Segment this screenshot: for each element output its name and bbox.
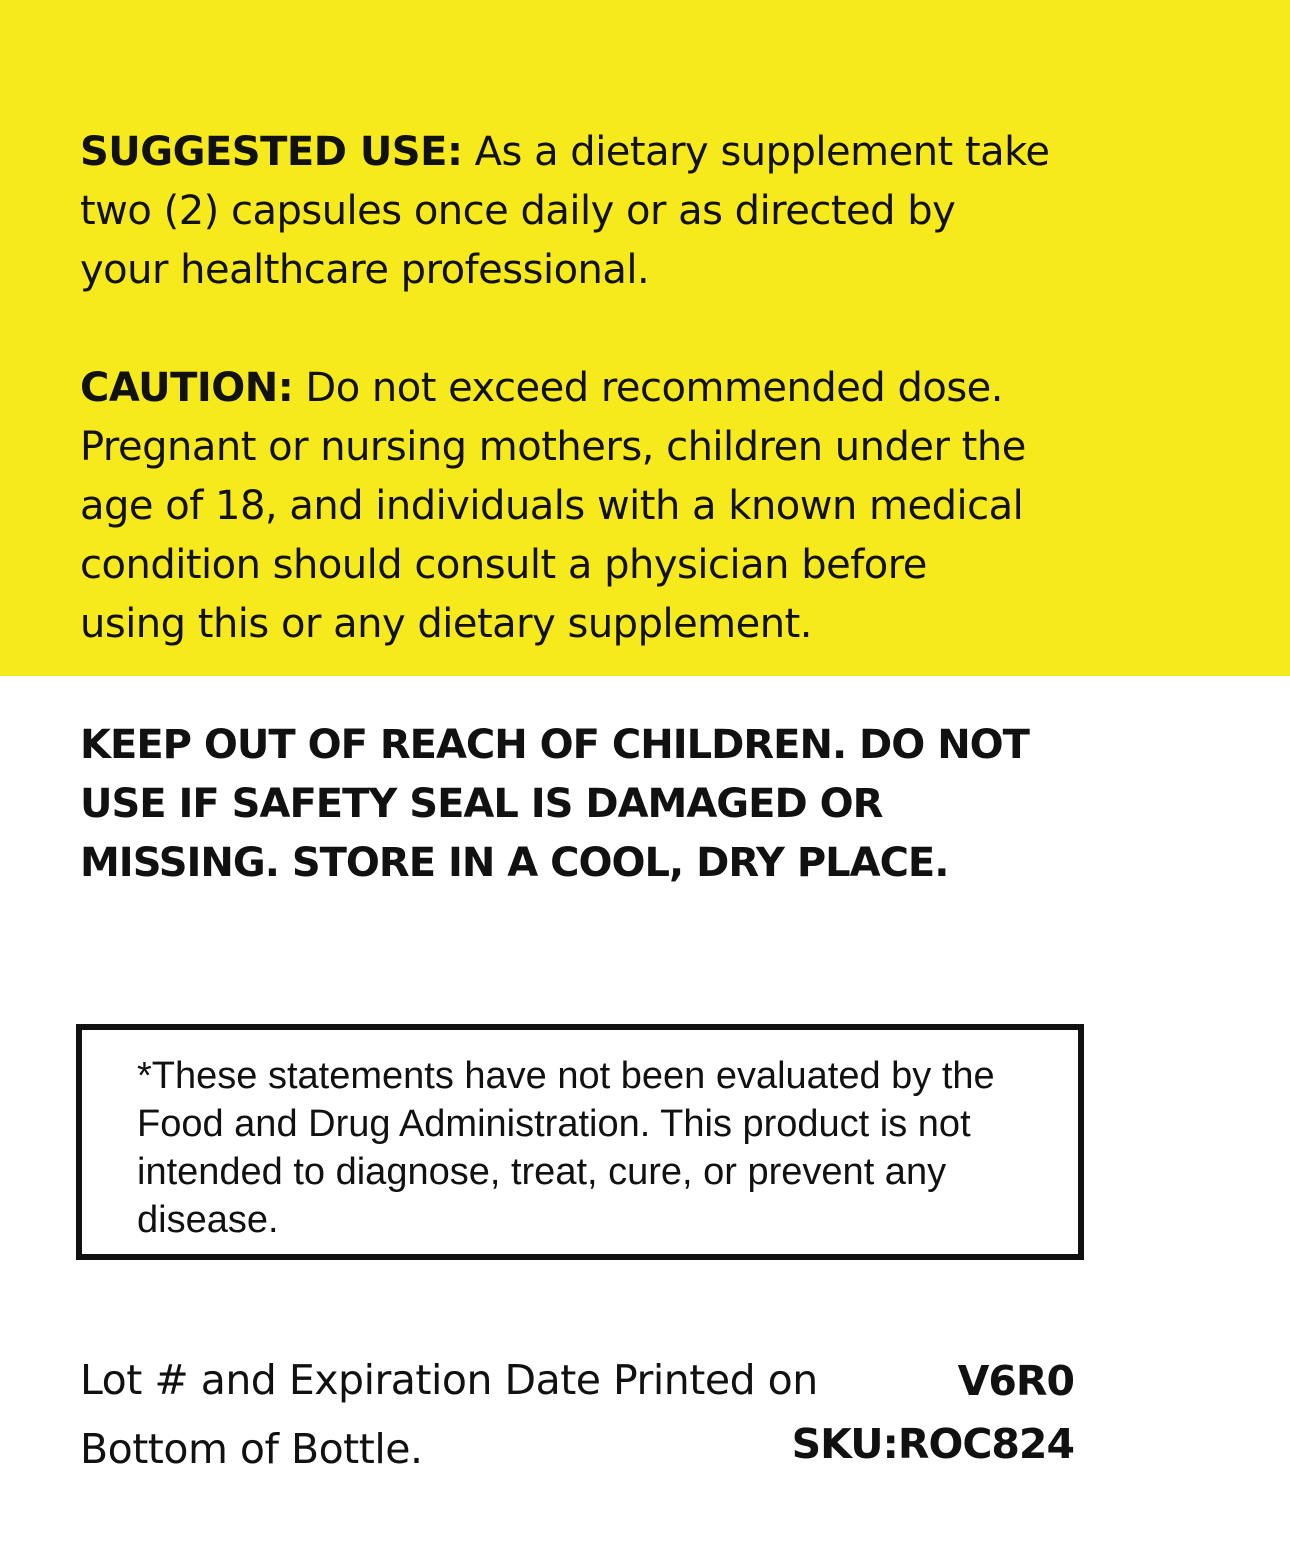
lot-expiration-note [80,1346,818,1484]
caution-line-1 [80,359,1026,418]
suggested-use-text-3: your healthcare professional. [80,247,650,293]
warning-line-1: KEEP OUT OF REACH OF CHILDREN. DO NOT [80,722,1029,768]
lot-line-1: Lot # and Expiration Date Printed on [80,1356,818,1404]
fda-disclaimer-box [76,1024,1084,1260]
safety-warning [80,716,1029,893]
disclaimer-line-4: disease. [137,1199,279,1241]
fda-disclaimer-text [137,1052,995,1244]
suggested-use-heading: SUGGESTED USE: [80,129,463,175]
suggested-use-text-2: two (2) capsules once daily or as directed by [80,188,956,234]
disclaimer-line-3: intended to diagnose, treat, cure, or prevent any [137,1151,947,1193]
caution-text-2: Pregnant or nursing mothers, children under the [80,424,1026,470]
caution-heading: CAUTION: [80,365,294,411]
disclaimer-line-1: *These statements have not been evaluated by the [137,1055,995,1097]
caution-section [80,359,1026,654]
sku-code: SKU:ROC824 [791,1420,1074,1468]
disclaimer-line-2: Food and Drug Administration. This product is not [137,1103,971,1145]
suggested-use-section [80,123,1050,300]
suggested-use-line-1 [80,123,1050,182]
caution-text-5: using this or any dietary supplement. [80,601,813,647]
warning-line-3: MISSING. STORE IN A COOL, DRY PLACE. [80,840,949,886]
lot-line-2: Bottom of Bottle. [80,1425,423,1473]
caution-text-3: age of 18, and individuals with a known medical [80,483,1024,529]
version-code: V6R0 [957,1357,1074,1405]
caution-text-1: Do not exceed recommended dose. [293,365,1003,411]
caution-text-4: condition should consult a physician before [80,542,927,588]
warning-line-2: USE IF SAFETY SEAL IS DAMAGED OR [80,781,883,827]
suggested-use-text-1: As a dietary supplement take [462,129,1050,175]
